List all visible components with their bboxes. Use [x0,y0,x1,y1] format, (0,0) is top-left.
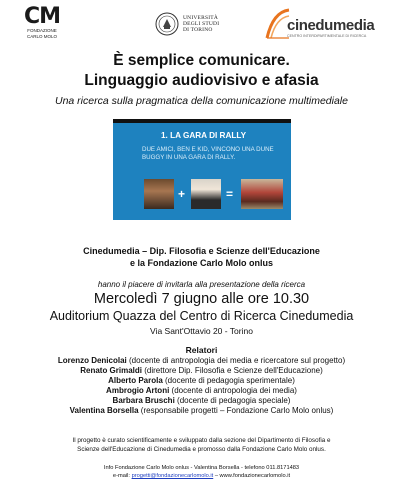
title-line1: È semplice comunicare. [113,52,290,69]
slide-heading: 1. LA GARA DI RALLY [161,131,247,140]
unito-line1: UNIVERSITÀ [183,14,218,21]
character-photo-kid [191,179,221,209]
event-venue: Auditorium Quazza del Centro di Ricerca Cinedumedia [49,309,354,323]
relatore-role: (direttore Dip. Filosofia e Scienze dell'Educazione) [144,366,323,375]
cinedumedia-logo [263,8,383,44]
cm-logo-mark: CM [23,4,61,29]
cm-logo-line1: FONDAZIONE [27,28,57,33]
relatore-item [0,376,403,385]
relatore-name: Ambrogio Artoni [106,386,170,395]
relatore-item [0,356,403,365]
unito-line3: DI TORINO [183,27,213,34]
relatore-name: Barbara Bruschi [112,396,175,405]
relatore-name: Lorenzo Denicolai [57,356,127,365]
unito-line2: DEGLI STUDI [183,20,220,27]
character-photo-ben [144,179,174,209]
relatore-role: (docente di pedagogia sperimentale) [165,376,295,385]
subtitle: Una ricerca sulla pragmatica della comunicazione multimediale [55,95,348,107]
dune-buggy-photo [241,179,283,209]
relatore-name: Alberto Parola [108,376,163,385]
relatore-role: (responsabile progetti – Fondazione Carlo Molo onlus) [140,406,334,415]
relatore-name: Valentina Borsella [69,406,139,415]
invite-text: hanno il piacere di invitarla alla presentazione della ricerca [97,280,306,289]
event-address: Via Sant'Ottavio 20 - Torino [150,326,253,336]
website-text: – www.fondazionecarlomolo.it [213,473,291,479]
relatore-item [0,386,403,395]
email-label: e-mail: [112,473,132,479]
info-email-line [0,473,403,479]
organizers-line1: Cinedumedia – Dip. Filosofia e Scienze dell'Educazione [83,246,320,256]
relatore-role: (docente di pedagogia speciale) [177,396,291,405]
relatore-name: Renato Grimaldi [80,366,143,375]
cm-logo-line2: CARLO MOLO [26,34,57,39]
relatore-role: (docente di antropologia dei media e ricercatore sul progetto) [129,356,346,365]
cinedumedia-tagline: CENTRO INTERDIPARTIMENTALE DI RICERCA [287,34,367,38]
relatore-role: (docente di antropologia dei media) [171,386,297,395]
info-contact: Info Fondazione Carlo Molo onlus - Valentina Borsella - telefono 011.8171483 [103,465,300,471]
email-link[interactable]: progetti@fondazionecarlomolo.it [131,473,214,479]
organizers-line2: e la Fondazione Carlo Molo onlus [129,258,273,268]
slide-top-bar [113,119,291,123]
relatore-item [0,406,403,415]
slide-text: DUE AMICI, BEN E KID, VINCONO UNA DUNE BUGGY IN UNA GARA DI RALLY. [142,146,274,161]
relatore-item [0,396,403,405]
cinedumedia-name: cinedumedia [287,17,375,34]
project-note-line1: Il progetto è curato scientificamente e sviluppato dalla sezione del Dipartimento di Filosofia e [72,437,331,444]
event-date: Mercoledì 7 giugno alle ore 10.30 [93,291,310,307]
title-line2: Linguaggio audiovisivo e afasia [84,72,319,89]
relatori-heading: Relatori [185,345,218,355]
plus-sign: + [178,187,186,201]
presentation-slide [113,119,291,220]
relatore-item [0,366,403,375]
university-seal-icon [155,12,179,36]
project-note-line2: Scienze dell'Educazione di Cinedumedia e promosso dalla Fondazione Carlo Molo onlus. [77,446,326,453]
fondazione-carlo-molo-logo [22,4,62,39]
equals-sign: = [226,187,234,201]
unito-logo [155,12,219,36]
